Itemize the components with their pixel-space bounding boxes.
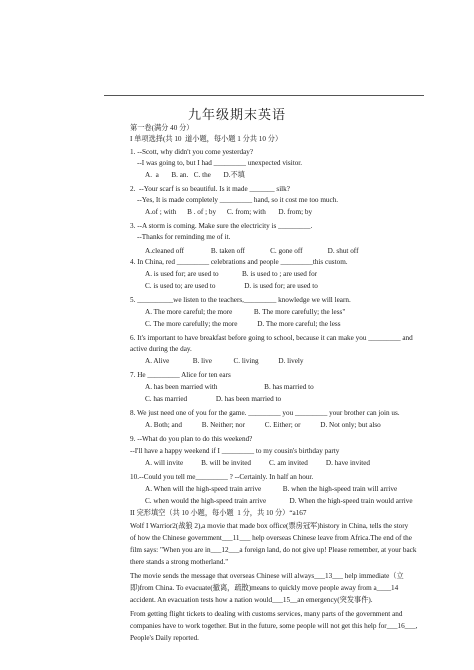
text-line: companies have to work together. But in the future, some people will not get this help for___16___,: [130, 622, 418, 630]
text-line: From getting flight tickets to dealing with customs services, many parts of the government and: [130, 610, 403, 618]
text-line: accident. An evacuation tests how a nation would___15__an emergency(突发事件).: [130, 596, 373, 604]
text-line: --I was going to, but I had _________ unexpected visitor.: [137, 159, 303, 167]
text-line: C. is used to; are used to D. is used for; are used to: [145, 282, 318, 290]
text-line: 8. We just need one of you for the game. _________ you _________ your brother can join us.: [130, 409, 400, 417]
text-line: 10.--Could you tell me_________ ? --Certainly. In half an hour.: [130, 473, 314, 481]
text-line: A. is used for; are used to B. is used to ; are used for: [145, 270, 318, 278]
text-line: A.of ; with B . of ; by C. from; with D. from; by: [145, 208, 313, 216]
text-line: there stands a strong motherland.": [130, 558, 229, 566]
text-line: 第一卷(满分 40 分）: [130, 124, 194, 132]
text-line: 1. --Scott, why didn't you come yesterday?: [130, 148, 254, 156]
text-line: active during the day.: [130, 345, 192, 353]
text-line: 6. It's important to have breakfast before going to school, because it can make you _________ and: [130, 334, 413, 342]
text-line: 9. --What do you plan to do this weekend?: [130, 435, 253, 443]
text-line: C. The more carefully; the more D. The more careful; the less: [145, 320, 341, 328]
text-line: A. will invite B. will be invited C. am invited D. have invited: [145, 459, 370, 467]
text-line: The movie sends the message that overseas Chinese will always___13___ help immediate（立: [130, 572, 404, 580]
text-line: 3. --A storm is coming. Make sure the electricity is _________.: [130, 222, 313, 230]
text-line: A. Both; and B. Neither; nor C. Either; or D. Not only; but also: [145, 421, 381, 429]
text-line: --I'll have a happy weekend if I _________ to my cousin's birthday party: [130, 447, 340, 455]
text-line: People's Daily reported.: [130, 634, 199, 642]
text-line: A. The more careful; the more B. The more carefully; the less": [145, 308, 346, 316]
text-line: 7. He _________ Alice for ten ears: [130, 371, 231, 379]
text-line: 即)from China. To evacuate(撤离，疏散)means to quickly move people away from a____14: [130, 584, 399, 592]
page-title: 九年级期末英语: [187, 107, 286, 122]
text-line: C. when would the high-speed train arrive D. When the high-speed train would arrive: [145, 497, 413, 505]
text-line: A.cleaned off B. taken off C. gone off D. shut off: [145, 247, 359, 255]
text-line: C. has married D. has been married to: [145, 395, 282, 403]
text-line: I 单项选择(共 10 道小题，每小题 1 分共 10 分）: [130, 135, 283, 143]
text-line: A. Alive B. live C. living D. lively: [145, 357, 304, 365]
text-line: 2. --Your scarf is so beautiful. Is it made _______ silk?: [130, 185, 290, 193]
text-line: --Yes, It is made completely _________ hand, so it cost me too much.: [137, 196, 339, 204]
header-rule: [104, 95, 424, 96]
text-line: II 完形填空（共 10 小题，每小题 1 分，共 10 分）“a167: [130, 509, 307, 517]
text-line: A. When will the high-speed train arrive B. when the high-speed train will arrive: [145, 485, 398, 493]
text-line: 4. In China, red _________ celebrations and people _________this custom.: [130, 258, 348, 266]
text-line: A. has been married with B. has married to: [145, 383, 314, 391]
text-line: Wolf I Warrior2(战狼 2),a movie that made box office(票房冠军)history in China, tells the story: [130, 522, 409, 530]
text-line: --Thanks for reminding me of it.: [137, 233, 231, 241]
text-line: 5. __________we listen to the teachers,_________ knowledge we will learn.: [130, 296, 351, 304]
text-line: of how the Chinese government___11___ help overseas Chinese leave from Africa.The end of the: [130, 534, 412, 542]
text-line: film says: "When you are in___12___a foreign land, do not give up! Please remember, at your back: [130, 546, 417, 554]
text-line: A. a B. an. C. the D.不填: [145, 171, 245, 179]
